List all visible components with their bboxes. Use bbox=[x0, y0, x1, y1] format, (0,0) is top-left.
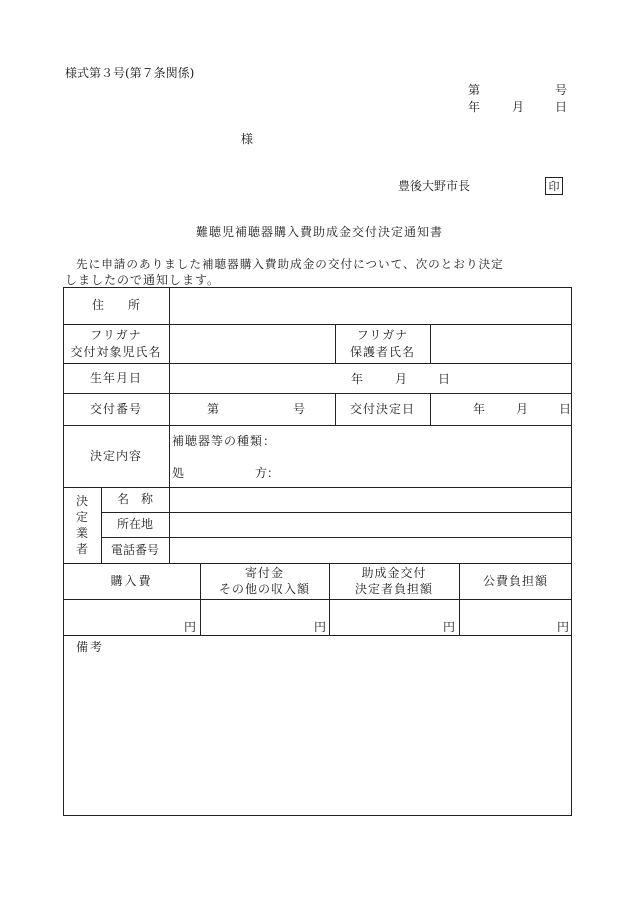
grant-number-suffix: 号 bbox=[293, 402, 306, 416]
public-burden-header: 公費負担額 bbox=[482, 573, 548, 588]
date-month: 月 bbox=[512, 100, 525, 114]
vendor-char-4: 者 bbox=[75, 542, 88, 556]
public-burden-yen: 円 bbox=[557, 620, 570, 634]
seal-mark: 印 bbox=[545, 177, 563, 195]
doc-number-prefix: 第 bbox=[468, 83, 481, 97]
decision-date-label: 交付決定日 bbox=[349, 401, 415, 416]
decision-date-field[interactable] bbox=[431, 394, 571, 425]
recipient-burden-field[interactable] bbox=[330, 600, 459, 635]
guardian-name-field[interactable] bbox=[431, 325, 571, 363]
vendor-address-field[interactable] bbox=[170, 513, 571, 537]
child-name-text: 交付対象児氏名 bbox=[70, 344, 162, 359]
birth-date-field[interactable] bbox=[170, 364, 571, 393]
form-number: 様式第３号(第７条関係) bbox=[65, 66, 195, 80]
donation-header bbox=[200, 563, 329, 599]
donation-yen: 円 bbox=[314, 620, 327, 634]
vendor-name-field[interactable] bbox=[170, 488, 571, 512]
guardian-name-label bbox=[335, 324, 430, 363]
decision-day-unit: 日 bbox=[559, 402, 572, 416]
intro-line-1: 先に申請のありました補聴器購入費助成金の交付について、次のとおり決定 bbox=[76, 257, 504, 271]
vendor-phone-label: 電話番号 bbox=[110, 542, 159, 557]
date-day: 日 bbox=[555, 100, 568, 114]
recipient-burden-line-1: 助成金交付 bbox=[361, 565, 427, 580]
vendor-address-label: 所在地 bbox=[116, 517, 153, 532]
public-burden-field[interactable] bbox=[460, 600, 571, 635]
decision-month-unit: 月 bbox=[516, 402, 529, 416]
donation-header-line-2: その他の収入額 bbox=[218, 582, 310, 596]
grant-number-label: 交付番号 bbox=[89, 401, 142, 416]
prescription-label-start: 処 bbox=[172, 466, 185, 480]
donation-header-line-1: 寄付金 bbox=[244, 565, 284, 580]
purchase-cost-header: 購入費 bbox=[110, 573, 153, 588]
child-name-field[interactable] bbox=[170, 325, 335, 363]
vendor-name-label: 名 称 bbox=[116, 492, 153, 507]
birth-day-unit: 日 bbox=[438, 372, 451, 386]
decision-year-unit: 年 bbox=[473, 402, 486, 416]
vendor-phone-field[interactable] bbox=[170, 538, 571, 563]
prescription-label-end: 方： bbox=[255, 466, 280, 480]
child-name-label bbox=[63, 324, 169, 363]
purchase-cost-yen: 円 bbox=[184, 620, 197, 634]
birth-month-unit: 月 bbox=[395, 372, 408, 386]
vendor-char-2: 定 bbox=[75, 510, 88, 524]
guardian-furigana-label: フリガナ bbox=[356, 328, 409, 343]
recipient-burden-line-2: 決定者負担額 bbox=[354, 582, 433, 596]
issuer-name: 豊後大野市長 bbox=[398, 179, 471, 193]
remarks-label: 備考 bbox=[76, 640, 105, 654]
vendor-char-1: 決 bbox=[75, 494, 88, 508]
device-type-field[interactable] bbox=[285, 430, 565, 450]
recipient-burden-yen: 円 bbox=[443, 620, 456, 634]
guardian-name-text: 保護者氏名 bbox=[349, 344, 415, 359]
decision-content-label: 決定内容 bbox=[89, 448, 142, 463]
addressee-suffix: 様 bbox=[241, 132, 254, 146]
recipient-burden-header bbox=[329, 563, 459, 599]
prescription-field[interactable] bbox=[285, 461, 565, 481]
device-type-label: 補聴器等の種類： bbox=[172, 434, 277, 448]
child-furigana-label: フリガナ bbox=[90, 328, 142, 343]
address-field[interactable] bbox=[170, 288, 571, 324]
vendor-vertical-label bbox=[63, 487, 101, 563]
purchase-cost-field[interactable] bbox=[64, 600, 200, 635]
date-year: 年 bbox=[468, 100, 481, 114]
address-label: 住 所 bbox=[91, 298, 140, 313]
donation-field[interactable] bbox=[201, 600, 329, 635]
vendor-char-3: 業 bbox=[75, 526, 88, 540]
intro-line-2: しましたので通知します。 bbox=[65, 273, 221, 287]
document-title: 難聴児補聴器購入費助成金交付決定通知書 bbox=[196, 225, 444, 239]
birth-date-label: 生年月日 bbox=[89, 370, 142, 385]
birth-year-unit: 年 bbox=[351, 372, 364, 386]
grant-number-field[interactable] bbox=[170, 394, 335, 425]
remarks-field[interactable] bbox=[64, 656, 571, 815]
grant-number-prefix: 第 bbox=[207, 402, 220, 416]
doc-number-suffix: 号 bbox=[555, 83, 568, 97]
